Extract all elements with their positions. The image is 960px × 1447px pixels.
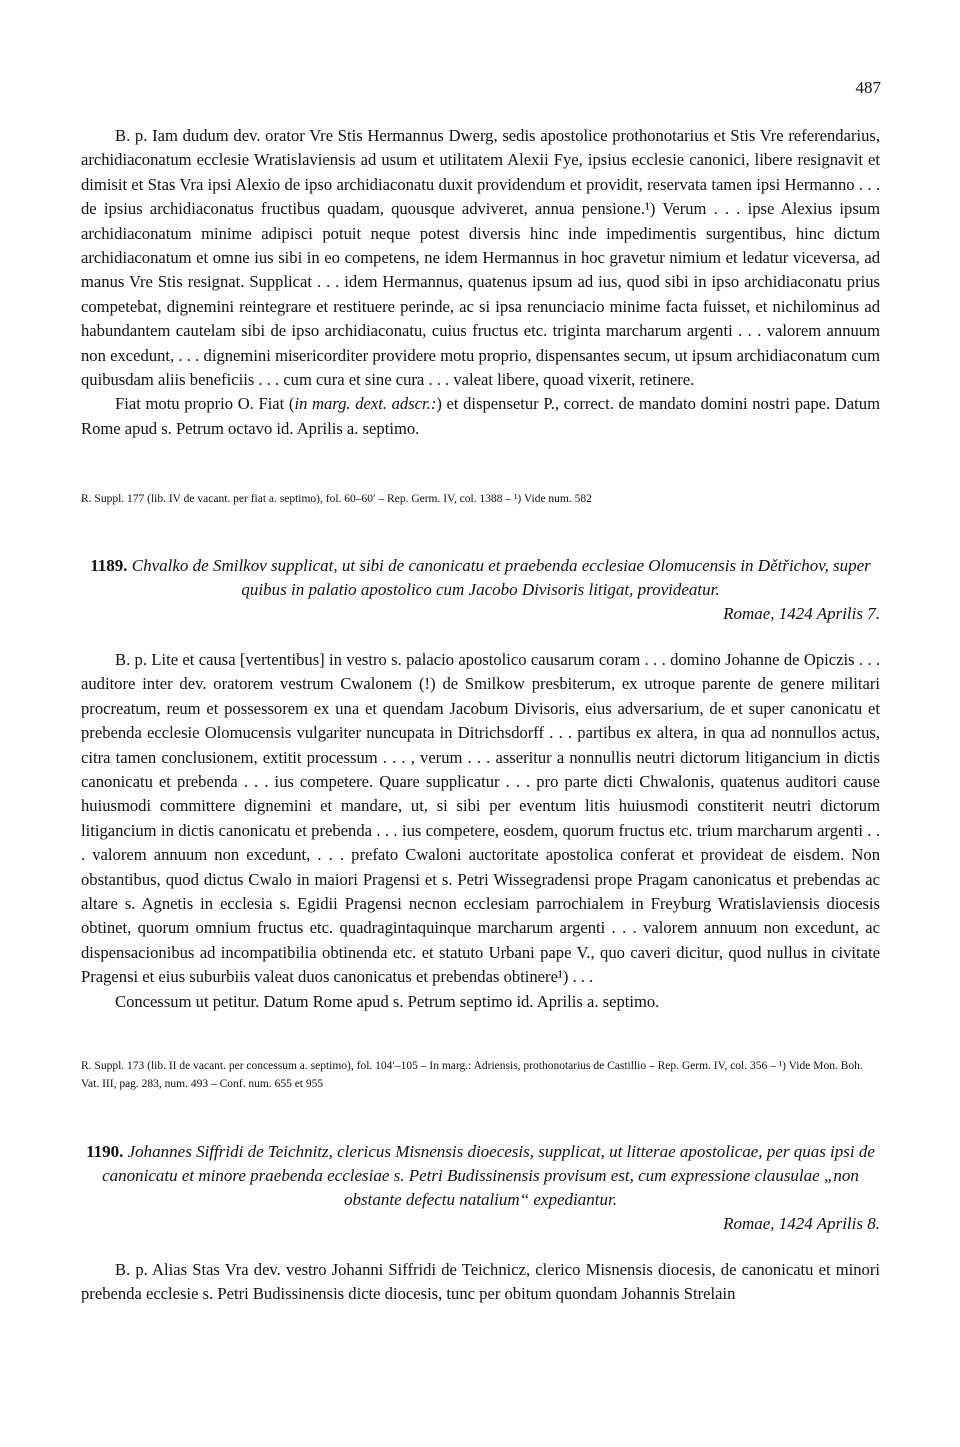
entry-1189-text <box>81 648 880 1014</box>
entry-1189-concessum: Concessum ut petitur. Datum Rome apud s. Petrum septimo id. Aprilis a. septimo. <box>115 991 660 1011</box>
entry-1190-body: B. p. Alias Stas Vra dev. vestro Johanni Siffridi de Teichnicz, clerico Misnensis diocesis, de canonicatu et minori prebenda ecclesie s. Petri Budissinensis dicte diocesis, tunc per obitum quondam Johannis Strelain <box>81 1260 880 1304</box>
entry-1189-footnote <box>81 1058 880 1093</box>
entry-1188-body: B. p. Iam dudum dev. orator Vre Stis Hermannus Dwerg, sedis apostolice prothonotarius et Stis Vre referendarius, archidiaconatum ecclesie Wratislaviensis ad usum et utilitatem Alexii Fye, ipsius ecclesie canonici, libere resignavit et dimisit et Stas Vra ipsi Alexio de ipso archidiaconatu duxit providendum et providit, reservata tamen ipsi Hermanno . . . de ipsius archidiaconatus fructibus quadam, quousque adviveret, annua pensione.¹) Verum . . . ipse Alexius ipsum archidiaconatum minime adipisci potuit neque potest diversis hinc inde impedimentis surgentibus, hinc dictum archidiaconatum et omne ius sibi in eo competens, ne idem Hermannus in hoc gravetur nimium et ledatur viceversa, ad manus Vre Stis resignat. Supplicat . . . idem Hermannus, quatenus ipsum ad ius, quod sibi in ipso archidiaconatu prius competebat, dignemini reintegrare et restituere perinde, ac si ipsa renunciacio minime facta fuisset, et nichilominus ad habundantem cautelam sibi de ipso archidiaconatu, cuius fructus etc. triginta marcharum argenti . . . valorem annuum non excedunt, . . . dignemini misericorditer providere motu proprio, dispensantes secum, ut ipsum archidiaconatum cum quibusdam aliis beneficiis . . . cum cura et sine cura . . . valeat libere, quoad vixerit, retinere. <box>81 126 880 390</box>
entry-1188-footnote <box>81 491 880 509</box>
entry-1189-date: Romae, 1424 Aprilis 7. <box>723 604 880 623</box>
entry-1188-fiat: Fiat motu proprio O. Fiat (in marg. dext. adscr.:) et dispensetur P., correct. de mandato domini nostri pape. Datum Rome apud s. Petrum octavo id. Aprilis a. septimo. <box>81 394 880 438</box>
entry-1190-number: 1190. <box>86 1142 124 1161</box>
entry-1190-date: Romae, 1424 Aprilis 8. <box>723 1214 880 1233</box>
entry-1189-note: R. Suppl. 173 (lib. II de vacant. per concessum a. septimo), fol. 104′–105 – In marg.: Adriensis, prothonotarius de Castillio – Rep. Germ. IV, col. 356 – ¹) Vide Mon. Boh. Vat. III, pag. 283, num. 493 – Conf. num. 655 et 955 <box>81 1060 863 1090</box>
entry-1190 <box>81 1140 880 1236</box>
entry-1189-title: Chvalko de Smilkov supplicat, ut sibi de canonicatu et praebenda ecclesiae Olomucensis in Dětřichov, super quibus in palatio apostolico cum Jacobo Divisoris litigat, provideatur. <box>131 556 871 599</box>
entry-1189 <box>81 554 880 626</box>
entry-1189-body: B. p. Lite et causa [vertentibus] in vestro s. palacio apostolico causarum coram . . . domino Johanne de Opiczis . . . auditore inter dev. oratorem vestrum Cwalonem (!) de Smilkow presbiterum, ex utroque parente de genere militari procreatum, reum et possessorem ex una et quendam Jacobum Divisoris, eius adversarium, de et super canonicatu et prebenda ecclesie Olomucensis vulgariter nuncupata in Ditrichsdorff . . . partibus ex altera, in qua ad nonnullos actus, citra tamen conclusionem, extitit processum . . . , verum . . . asseritur a nonnullis neutri dictorum litigancium in dictis canonicatu et prebenda . . . ius competere. Quare supplicatur . . . pro parte dicti Chwalonis, quatenus auditori cause huiusmodi committere dignemini et mandare, ut, si sibi per eventum litis huiusmodi constiterit neutri dictorum litigancium in dictis canonicatu et prebenda . . . ius competere, eosdem, quorum fructus etc. trium marcharum argenti . . . valorem annuum non excedunt, . . . prefato Cwaloni auctoritate apostolica conferat et provideat de eisdem. Non obstantibus, quod dictus Cwalo in maiori Pragensi et s. Petri Wissegradensi prope Pragam canonicatus et prebendas ac altare s. Agnetis in ecclesia s. Egidii Pragensi necnon ecclesiam parrochialem in Freyburg Wratislaviensis diocesis obtinet, quorum omnium fructus etc. quadragintaquinque marcharum argenti . . . valorem annuum non excedunt, ac dispensacionibus ad incompatibilia obtinenda etc. et statuto Urbani pape V., quo caveri dicitur, quod nullus in civitate Pragensi et eius suburbiis valeat duos canonicatus et prebendas obtinere¹) . . . <box>81 650 880 987</box>
entry-1190-text <box>81 1258 880 1307</box>
entry-1190-title: Johannes Siffridi de Teichnitz, clericus Misnensis dioecesis, supplicat, ut litterae apostolicae, per quas ipsi de canonicatu et minore praebenda ecclesiae s. Petri Budissinensis provisum est, cum expressione clausulae „non obstante defectu natalium“ expediantur. <box>102 1142 875 1209</box>
page-number: 487 <box>855 78 881 97</box>
entry-1188-note: R. Suppl. 177 (lib. IV de vacant. per fiat a. septimo), fol. 60–60′ – Rep. Germ. IV, col. 1388 – ¹) Vide num. 582 <box>81 493 592 505</box>
entry-1189-number: 1189. <box>90 556 128 575</box>
entry-1189-heading <box>81 554 880 602</box>
entry-1188-continuation <box>81 124 880 441</box>
entry-1190-heading <box>81 1140 880 1212</box>
